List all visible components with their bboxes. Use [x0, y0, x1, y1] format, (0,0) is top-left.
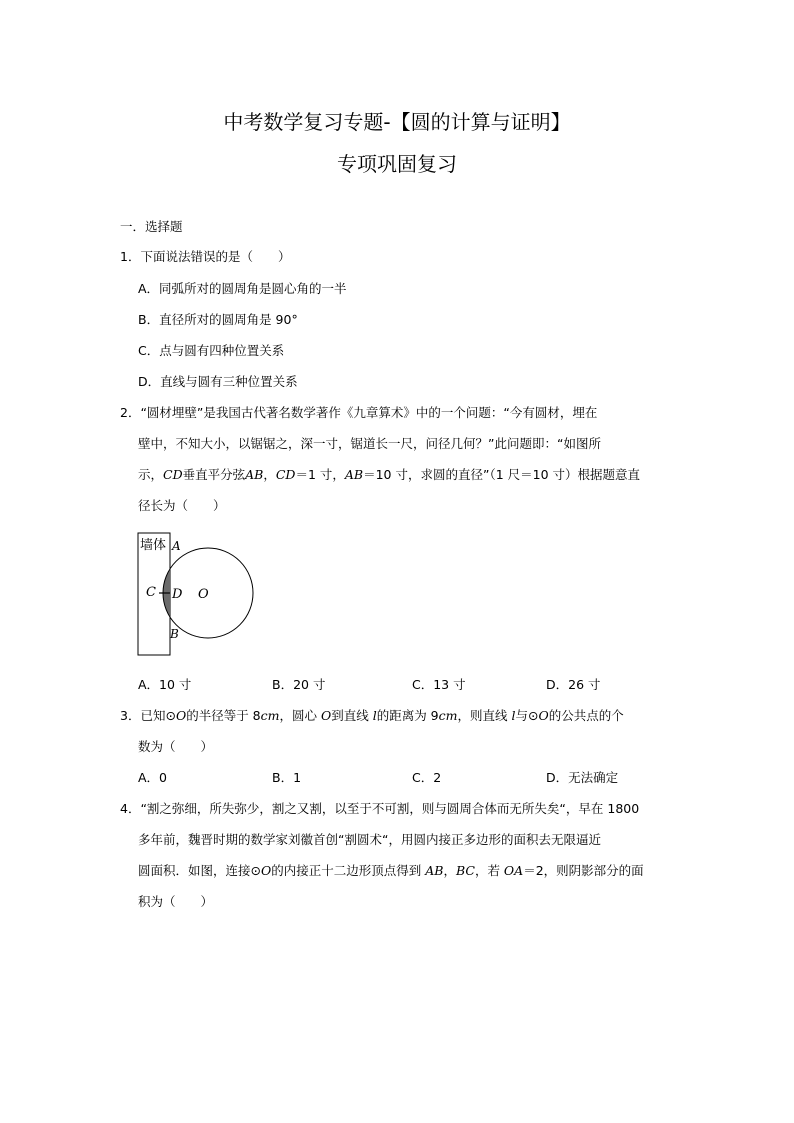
segment-cd: CD — [163, 467, 183, 482]
text-segment: 到直线 — [331, 708, 373, 723]
question-4-line-4: 积为（ ） — [138, 894, 214, 909]
text-segment: ＝1 寸， — [295, 467, 345, 482]
text-segment: ， — [443, 863, 456, 878]
question-4-line-2: 多年前，魏晋时期的数学家刘徽首创“割圆术“，用圆内接正多边形的面积去无限逼近 — [138, 832, 601, 847]
segment-cd: CD — [275, 467, 296, 482]
text-segment: 圆面积．如图，连接⊙ — [138, 863, 261, 878]
question-3-option-c: C．2 — [412, 770, 442, 785]
segment-ab: AB — [245, 467, 264, 482]
text-segment: ＝10 寸，求圆的直径”（1 尺＝10 寸）根据题意直 — [363, 467, 641, 482]
question-3-option-d: D．无法确定 — [546, 770, 619, 785]
line-l: l — [372, 708, 377, 723]
question-2-line-4: 径长为（ ） — [138, 498, 226, 513]
point-c-label: C — [146, 585, 156, 600]
question-1-stem: 1．下面说法错误的是（ ） — [120, 249, 291, 264]
unit-cm: cm — [260, 708, 280, 723]
question-3-line-2: 数为（ ） — [138, 739, 214, 754]
text-segment: 的内接正十二边形顶点得到 — [271, 863, 426, 878]
text-segment: 示， — [138, 467, 164, 482]
question-2-option-b: B．20 寸 — [272, 677, 326, 692]
circle-o: O — [538, 708, 549, 723]
text-segment: 与⊙ — [515, 708, 539, 723]
text-segment: ，圆心 — [279, 708, 321, 723]
section-heading: 一．选择题 — [120, 219, 183, 234]
page-title: 中考数学复习专题-【圆的计算与证明】 — [223, 110, 571, 134]
point-o-label: O — [198, 587, 209, 602]
question-2-option-a: A．10 寸 — [138, 677, 192, 692]
unit-cm: cm — [438, 708, 458, 723]
text-segment: ，若 — [474, 863, 504, 878]
question-2-line-2: 壁中，不知大小，以锯锯之，深一寸，锯道长一尺，问径几何？”此问题即：“如图所 — [138, 436, 601, 451]
segment-ab: AB — [425, 863, 444, 878]
text-segment: ， — [263, 467, 276, 482]
question-1-option-d: D．直线与圆有三种位置关系 — [138, 374, 298, 389]
text-segment: ，则直线 — [457, 708, 512, 723]
circle-o: O — [260, 863, 272, 878]
point-d-label: D — [172, 587, 183, 602]
question-2-option-d: D．26 寸 — [546, 677, 601, 692]
text-segment: 的距离为 9 — [376, 708, 439, 723]
question-1-option-c: C．点与圆有四种位置关系 — [138, 343, 285, 358]
segment-ab: AB — [344, 467, 364, 482]
text-segment: 3．已知⊙ — [120, 708, 176, 723]
segment-oa: OA — [503, 863, 524, 878]
text-segment: ＝2，则阴影部分的面 — [523, 863, 644, 878]
question-4-line-3 — [138, 863, 644, 879]
question-2-line-1: 2．“圆材埋壁”是我国古代著名数学著作《九章算术》中的一个问题：“今有圆材，埋在 — [120, 405, 598, 420]
line-l: l — [511, 708, 516, 723]
text-segment: 的公共点的个 — [548, 708, 624, 723]
circle-o: O — [175, 708, 187, 723]
question-3-option-b: B．1 — [272, 770, 302, 785]
text-segment: 的半径等于 8 — [186, 708, 261, 723]
question-2-line-3 — [138, 467, 640, 483]
question-1-option-a: A．同弧所对的圆周角是圆心角的一半 — [138, 281, 347, 296]
page-subtitle: 专项巩固复习 — [337, 152, 457, 176]
round-timber-figure — [130, 525, 260, 665]
point-a-label: A — [172, 539, 181, 553]
segment-bc: BC — [455, 863, 475, 878]
center-o: O — [320, 708, 332, 723]
point-b-label: B — [170, 627, 179, 641]
text-segment: 垂直平分弦 — [182, 467, 246, 482]
question-4-line-1: 4．“割之弥细，所失弥少，割之又割，以至于不可割，则与圆周合体而无所失矣“，早在 1800 — [120, 801, 640, 816]
wall-label: 墙体 — [140, 538, 167, 553]
question-1-option-b: B．直径所对的圆周角是 90° — [138, 312, 298, 327]
question-3-option-a: A．0 — [138, 770, 168, 785]
question-2-option-c: C．13 寸 — [412, 677, 466, 692]
question-3-line-1 — [120, 708, 624, 724]
